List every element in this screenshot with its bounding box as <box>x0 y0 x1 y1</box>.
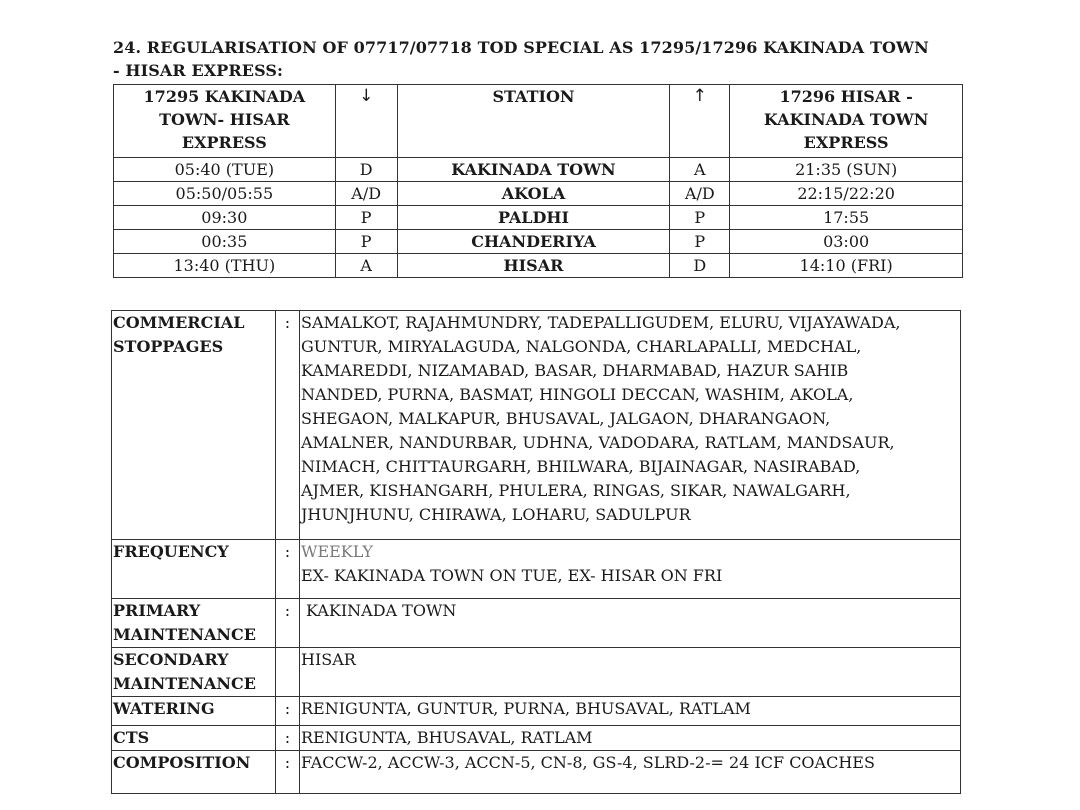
commercial-stoppages-label <box>112 311 276 540</box>
down-time: 00:35 <box>114 230 336 254</box>
up-time: 21:35 (SUN) <box>730 158 963 182</box>
station-name: HISAR <box>397 254 670 278</box>
down-code: D <box>335 158 397 182</box>
header-up-train-line: EXPRESS <box>803 133 889 152</box>
down-code: A <box>335 254 397 278</box>
train-details-table <box>111 310 961 794</box>
colon-separator: : <box>276 726 300 751</box>
up-code: A/D <box>670 182 730 206</box>
up-code: A <box>670 158 730 182</box>
stoppage-line: AMALNER, NANDURBAR, UDHNA, VADODARA, RATLAM, MANDSAUR, <box>301 433 895 452</box>
watering-value: RENIGUNTA, GUNTUR, PURNA, BHUSAVAL, RATLAM <box>300 697 961 726</box>
commercial-stoppages-row <box>112 311 961 540</box>
frequency-detail: EX- KAKINADA TOWN ON TUE, EX- HISAR ON FRI <box>301 566 723 585</box>
table-row <box>114 182 963 206</box>
primary-maintenance-row <box>112 599 961 648</box>
station-name: PALDHI <box>397 206 670 230</box>
down-time: 09:30 <box>114 206 336 230</box>
up-arrow-icon: ↑ <box>670 85 730 158</box>
stoppage-line: NIMACH, CHITTAURGARH, BHILWARA, BIJAINAGAR, NASIRABAD, <box>301 457 861 476</box>
header-down-train-line: EXPRESS <box>181 133 267 152</box>
timetable-header-row <box>114 85 963 158</box>
label-line: MAINTENANCE <box>113 625 256 644</box>
down-code: A/D <box>335 182 397 206</box>
station-name: AKOLA <box>397 182 670 206</box>
header-up-train <box>730 85 963 158</box>
table-row <box>114 206 963 230</box>
section-heading <box>113 36 973 82</box>
down-arrow-icon: ↓ <box>335 85 397 158</box>
header-up-train-line: KAKINADA TOWN <box>763 110 929 129</box>
composition-label: COMPOSITION <box>112 751 276 794</box>
primary-maintenance-label <box>112 599 276 648</box>
cts-row <box>112 726 961 751</box>
frequency-row <box>112 540 961 599</box>
empty-separator <box>276 648 300 697</box>
label-line: STOPPAGES <box>113 337 224 356</box>
table-row <box>114 230 963 254</box>
colon-separator: : <box>276 599 300 648</box>
up-time: 17:55 <box>730 206 963 230</box>
watering-label: WATERING <box>112 697 276 726</box>
stoppage-line: GUNTUR, MIRYALAGUDA, NALGONDA, CHARLAPALLI, MEDCHAL, <box>301 337 862 356</box>
station-name: CHANDERIYA <box>397 230 670 254</box>
frequency-weekly: WEEKLY <box>301 542 373 561</box>
secondary-maintenance-label <box>112 648 276 697</box>
up-code: P <box>670 206 730 230</box>
table-row <box>114 254 963 278</box>
commercial-stoppages-value <box>300 311 961 540</box>
cts-value: RENIGUNTA, BHUSAVAL, RATLAM <box>300 726 961 751</box>
header-down-train-line: TOWN- HISAR <box>159 110 290 129</box>
table-row <box>114 158 963 182</box>
station-name: KAKINADA TOWN <box>397 158 670 182</box>
header-down-train <box>114 85 336 158</box>
stoppage-line: AJMER, KISHANGARH, PHULERA, RINGAS, SIKAR, NAWALGARH, <box>301 481 851 500</box>
composition-value: FACCW-2, ACCW-3, ACCN-5, CN-8, GS-4, SLRD-2-= 24 ICF COACHES <box>300 751 961 794</box>
header-down-train-line: 17295 KAKINADA <box>143 87 306 106</box>
up-time: 22:15/22:20 <box>730 182 963 206</box>
secondary-maintenance-value: HISAR <box>300 648 961 697</box>
up-code: P <box>670 230 730 254</box>
composition-row <box>112 751 961 794</box>
secondary-maintenance-row <box>112 648 961 697</box>
label-line: PRIMARY <box>113 601 201 620</box>
primary-maintenance-value: KAKINADA TOWN <box>300 599 961 648</box>
colon-separator: : <box>276 751 300 794</box>
up-time: 03:00 <box>730 230 963 254</box>
down-code: P <box>335 230 397 254</box>
frequency-label: FREQUENCY <box>112 540 276 599</box>
heading-line-2: - HISAR EXPRESS: <box>113 61 284 80</box>
label-line: SECONDARY <box>113 650 229 669</box>
colon-separator: : <box>276 311 300 540</box>
up-code: D <box>670 254 730 278</box>
down-time: 05:40 (TUE) <box>114 158 336 182</box>
header-station: STATION <box>397 85 670 158</box>
down-time: 13:40 (THU) <box>114 254 336 278</box>
stoppage-line: KAMAREDDI, NIZAMABAD, BASAR, DHARMABAD, HAZUR SAHIB <box>301 361 849 380</box>
label-line: COMMERCIAL <box>113 313 245 332</box>
stoppage-line: SHEGAON, MALKAPUR, BHUSAVAL, JALGAON, DHARANGAON, <box>301 409 831 428</box>
frequency-value <box>300 540 961 599</box>
cts-label: CTS <box>112 726 276 751</box>
colon-separator: : <box>276 540 300 599</box>
label-line: MAINTENANCE <box>113 674 256 693</box>
stoppage-line: JHUNJHUNU, CHIRAWA, LOHARU, SADULPUR <box>301 505 691 524</box>
stoppage-line: SAMALKOT, RAJAHMUNDRY, TADEPALLIGUDEM, ELURU, VIJAYAWADA, <box>301 313 901 332</box>
watering-row <box>112 697 961 726</box>
down-code: P <box>335 206 397 230</box>
up-time: 14:10 (FRI) <box>730 254 963 278</box>
down-time: 05:50/05:55 <box>114 182 336 206</box>
heading-line-1: 24. REGULARISATION OF 07717/07718 TOD SPECIAL AS 17295/17296 KAKINADA TOWN <box>113 38 929 57</box>
colon-separator: : <box>276 697 300 726</box>
timetable <box>113 84 963 278</box>
stoppage-line: NANDED, PURNA, BASMAT, HINGOLI DECCAN, WASHIM, AKOLA, <box>301 385 854 404</box>
header-up-train-line: 17296 HISAR - <box>779 87 913 106</box>
